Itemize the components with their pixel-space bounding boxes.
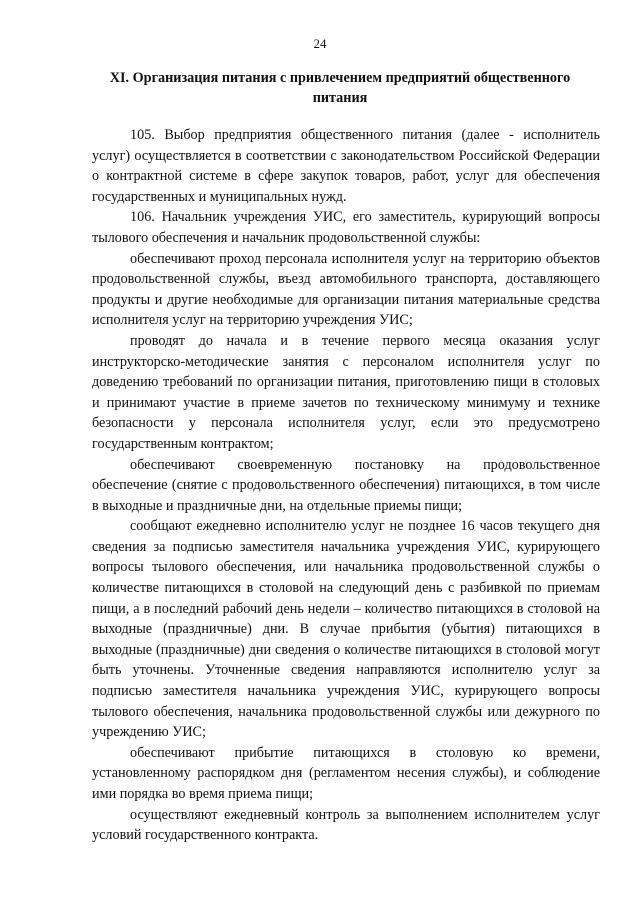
paragraph-control: осуществляют ежедневный контроль за выполнением исполнителем услуг условий государственного контракта.: [92, 806, 600, 844]
page-number: 24: [313, 36, 327, 51]
paragraph-registration: обеспечивают своевременную постановку на продовольственное обеспечение (снятие с продовольственного обеспечения) питающихся, в том числе в выходные и праздничные дни, на отдельные приемы пищи;: [92, 456, 600, 514]
paragraph-105: 105. Выбор предприятия общественного питания (далее - исполнитель услуг) осуществляется в соответствии с законодательством Российской Федерации о контрактной системе в сфере закупок товаров, работ, услуг для обеспечения государственных и муниципальных нужд.: [92, 127, 600, 205]
paragraph-training: проводят до начала и в течение первого месяца оказания услуг инструкторско-методические занятия с персоналом исполнителя услуг по доведению требований по организации питания, приготовлению пищи в столовых и принимают участие в приеме зачетов по техническому минимуму и технике безопасности у персонала исполнителя услуг, если это предусмотрено государственным контрактом;: [92, 332, 600, 452]
paragraph-arrival: обеспечивают прибытие питающихся в столовую ко времени, установленному распорядком дня (регламентом несения службы), и соблюдение ими порядка во время приема пищи;: [92, 744, 600, 802]
paragraph-daily-report: сообщают ежедневно исполнителю услуг не позднее 16 часов текущего дня сведения за подписью заместителя начальника учреждения УИС, курирующего вопросы тылового обеспечения, или начальника продовольственной службы о количестве питающихся в столовой на следующий день с разбивкой по приемам пищи, а в последний рабочий день недели – количество питающихся в столовой на выходные (праздничные) дни. В случае прибытия (убытия) питающихся в выходные (праздничные) дни сведения о количестве питающихся в столовой могут быть уточнены. Уточненные сведения направляются исполнителю услуг за подписью заместителя начальника учреждения УИС, курирующего вопросы тылового обеспечения, начальника продовольственной службы или дежурного по учреждению УИС;: [92, 518, 600, 741]
document-body: [92, 125, 600, 846]
section-title: XI. Организация питания с привлечением предприятий общественного питания: [109, 70, 571, 106]
paragraph-106: 106. Начальник учреждения УИС, его заместитель, курирующий вопросы тылового обеспечения и начальник продовольственной службы:: [92, 209, 600, 246]
paragraph-access: обеспечивают проход персонала исполнителя услуг на территорию объектов продовольственной службы, въезд автомобильного транспорта, доставляющего продукты и другие необходимые для организации питания материальные средства исполнителя услуг на территорию учреждения УИС;: [92, 250, 600, 329]
